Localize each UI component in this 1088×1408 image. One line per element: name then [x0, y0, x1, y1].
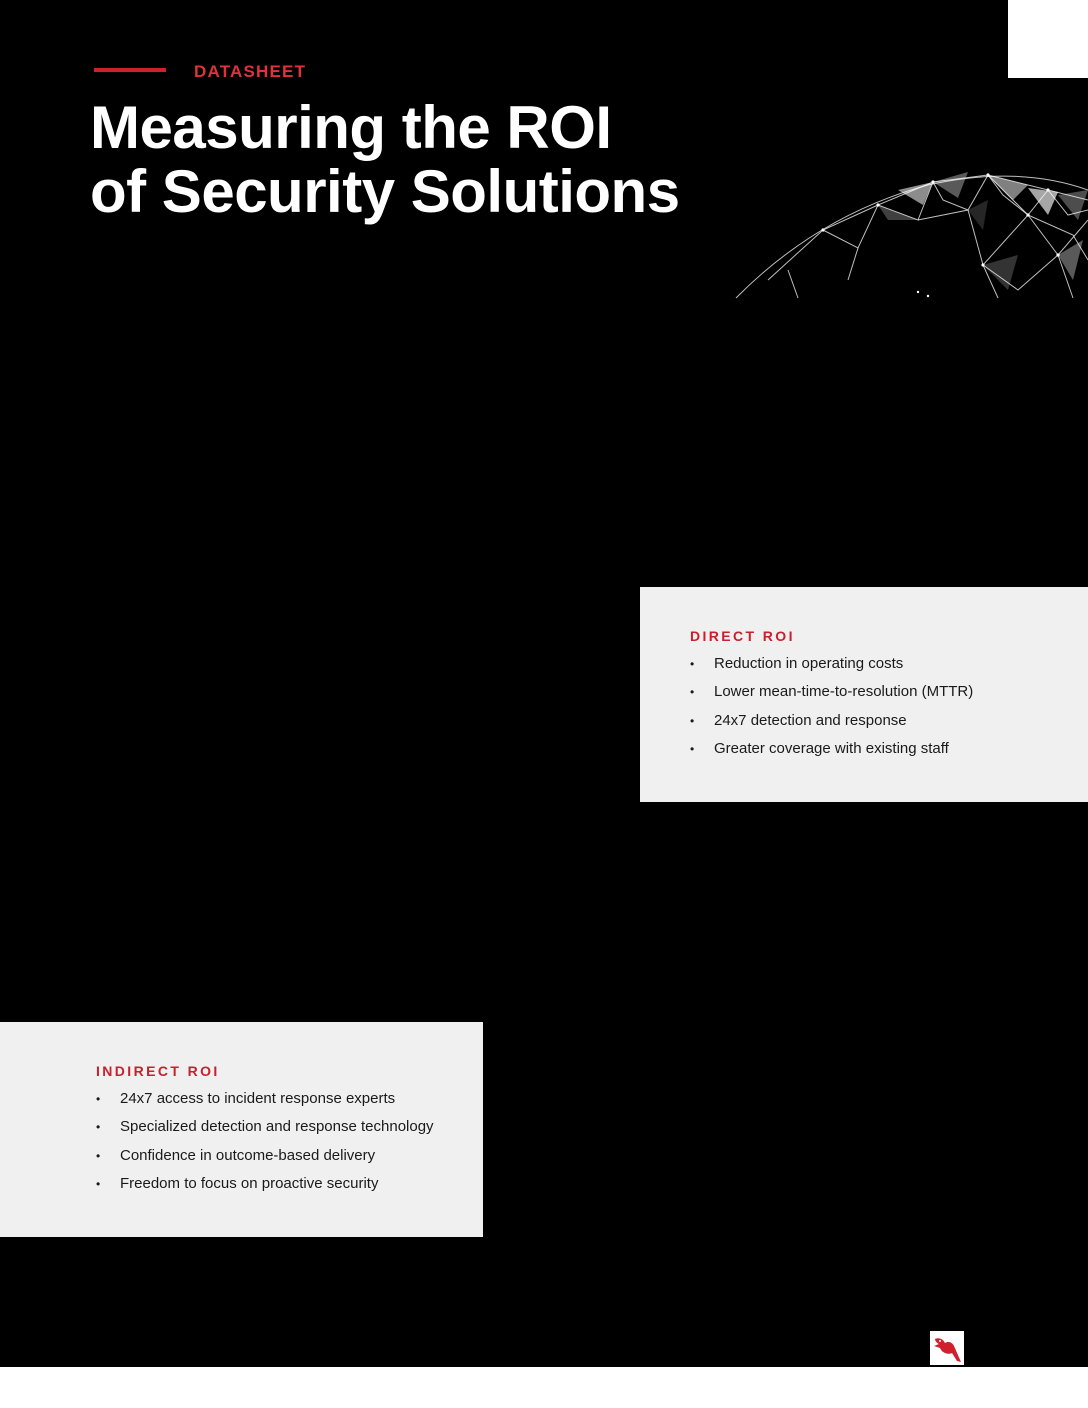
list-item: [94, 1173, 434, 1201]
bullet-icon: •: [96, 1176, 101, 1191]
bullet-icon: •: [690, 741, 695, 756]
bullet-icon: •: [96, 1092, 101, 1106]
list-item-text: Greater coverage with existing staff: [714, 739, 949, 757]
accent-rule: [94, 68, 166, 72]
direct-roi-list: [688, 653, 973, 766]
red-bird-logo-icon: [930, 1331, 964, 1365]
list-item-text: 24x7 access to incident response experts: [120, 1090, 396, 1107]
bullet-icon: •: [690, 685, 695, 700]
title-line-2: of Security Solutions: [90, 158, 680, 225]
document-type-label: DATASHEET: [194, 62, 307, 81]
title-line-1: Measuring the ROI: [90, 94, 612, 161]
list-item: [688, 681, 973, 709]
direct-roi-panel: [640, 587, 1088, 802]
list-item: [688, 710, 973, 738]
list-item-text: Specialized detection and response technology: [120, 1118, 434, 1136]
indirect-roi-heading: INDIRECT ROI: [96, 1063, 220, 1079]
bullet-icon: •: [96, 1148, 101, 1163]
list-item: [94, 1145, 434, 1173]
list-item: [688, 653, 973, 681]
list-item: [94, 1116, 434, 1144]
list-item-text: 24x7 detection and response: [714, 711, 907, 729]
list-item-text: Freedom to focus on proactive security: [120, 1174, 379, 1192]
indirect-roi-panel: [0, 1022, 483, 1237]
corner-white-block: [1008, 0, 1088, 78]
page-title: [90, 96, 730, 224]
bullet-icon: •: [690, 713, 695, 728]
list-item: [94, 1088, 434, 1116]
indirect-roi-list: [94, 1088, 434, 1201]
list-item-text: Confidence in outcome-based delivery: [120, 1146, 376, 1164]
list-item-text: Lower mean-time-to-resolution (MTTR): [714, 683, 974, 701]
bullet-icon: •: [96, 1120, 101, 1135]
direct-roi-heading: DIRECT ROI: [690, 628, 795, 644]
bullet-icon: •: [690, 657, 695, 671]
wireframe-globe-graphic: [728, 160, 1088, 300]
list-item-text: Reduction in operating costs: [714, 655, 904, 672]
list-item: [688, 738, 973, 766]
